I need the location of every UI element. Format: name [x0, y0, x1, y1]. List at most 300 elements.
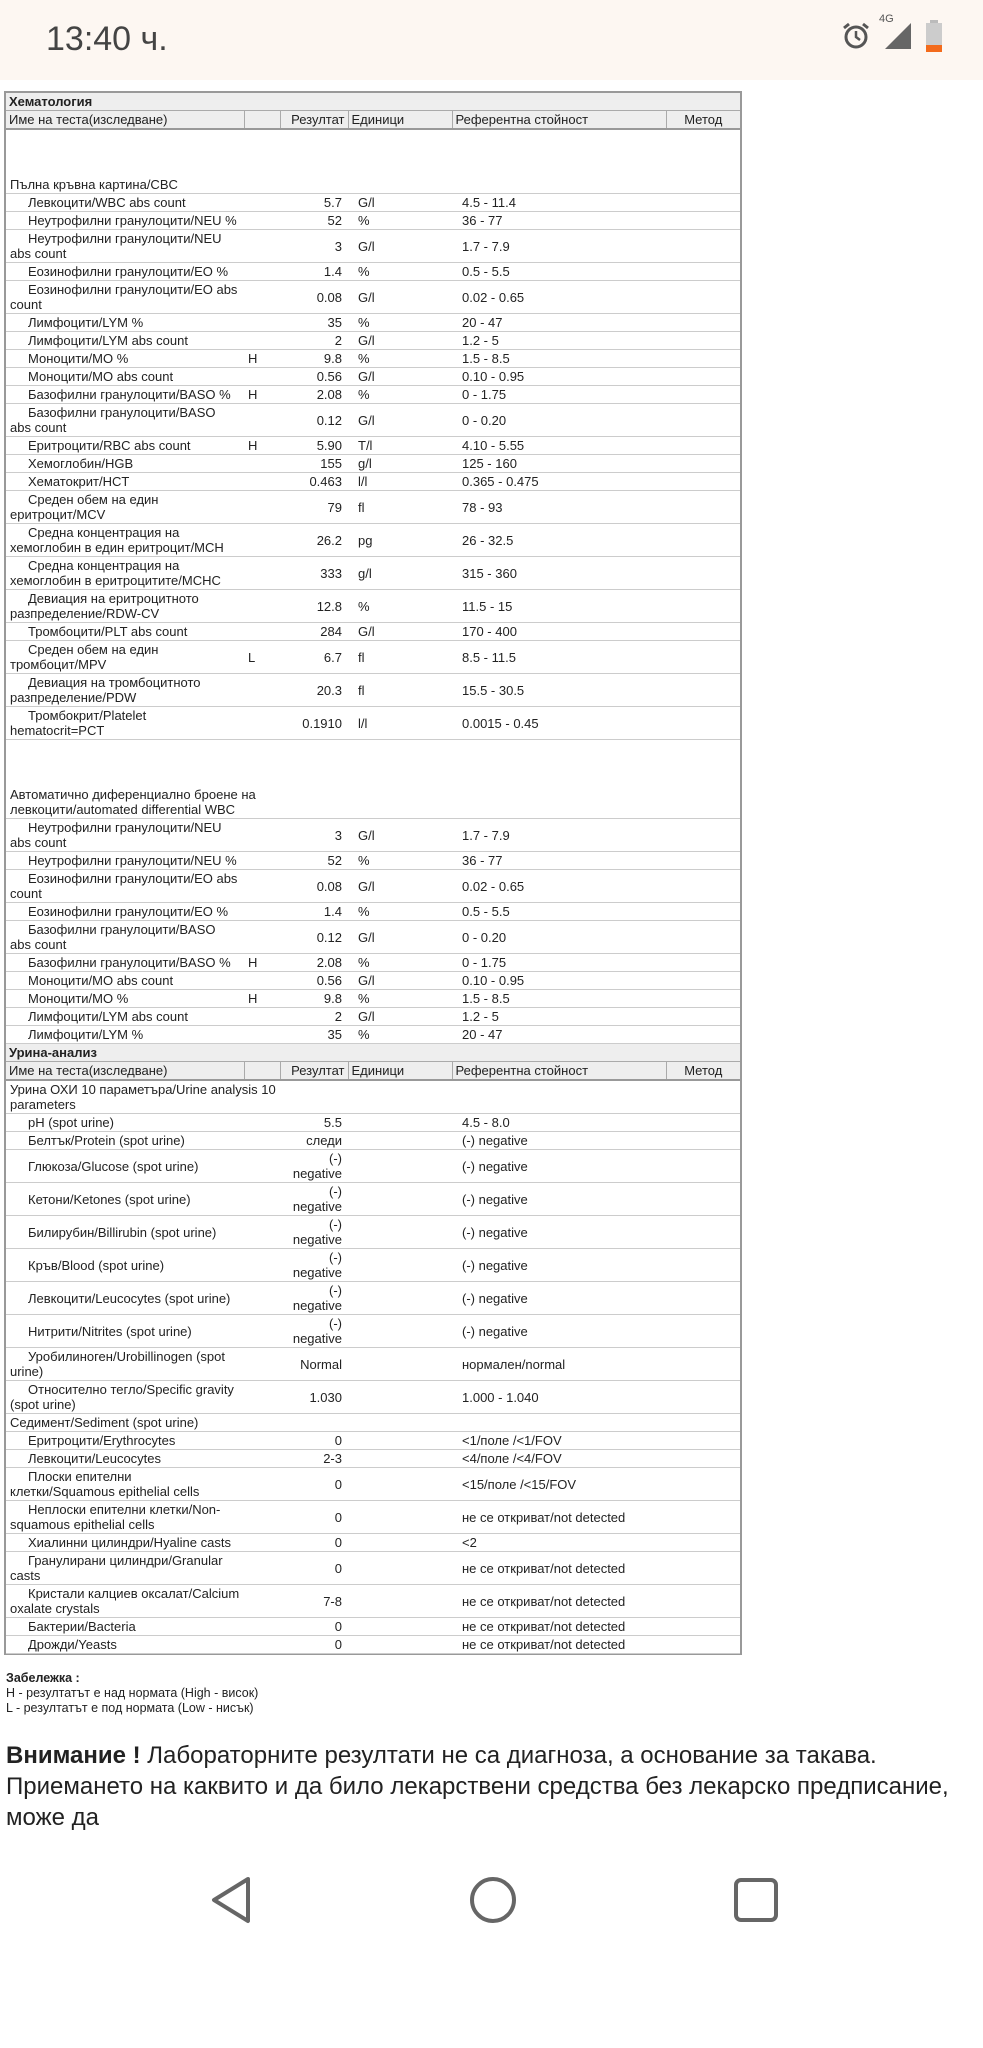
- reference-range: (-) negative: [452, 1183, 666, 1216]
- table-row: [6, 641, 740, 674]
- note-low: L - резултатът е под нормата (Low - нисък): [6, 1701, 254, 1715]
- test-name: Тромбоцити/PLT abs count: [6, 623, 244, 641]
- unit: [348, 1585, 452, 1618]
- result: 79: [280, 491, 348, 524]
- test-name: Базофилни гранулоцити/BASO abs count: [6, 404, 244, 437]
- table-row: [6, 473, 740, 491]
- unit: [348, 1501, 452, 1534]
- table-row: [6, 1150, 740, 1183]
- column-header-unit: Единици: [348, 111, 452, 130]
- spacer: [6, 740, 740, 787]
- table-row: [6, 1315, 740, 1348]
- empty-cell: [348, 786, 740, 819]
- result: 0: [280, 1636, 348, 1654]
- result: 0.12: [280, 404, 348, 437]
- table-row: [6, 1618, 740, 1636]
- table-row: [6, 1468, 740, 1501]
- flag: [244, 524, 280, 557]
- reference-range: 0.5 - 5.5: [452, 903, 666, 921]
- method: [666, 1008, 740, 1026]
- reference-range: 1.000 - 1.040: [452, 1381, 666, 1414]
- test-name: Левкоцити/WBC abs count: [6, 194, 244, 212]
- method: [666, 1282, 740, 1315]
- method: [666, 1132, 740, 1150]
- unit: [348, 1618, 452, 1636]
- table-row: [6, 386, 740, 404]
- result: (-) negative: [280, 1216, 348, 1249]
- test-name: Относително тегло/Specific gravity (spot urine): [6, 1381, 244, 1414]
- method: [666, 819, 740, 852]
- table-row: [6, 1132, 740, 1150]
- unit: [348, 1636, 452, 1654]
- table-row: [6, 491, 740, 524]
- table-row: [6, 1552, 740, 1585]
- test-name: Левкоцити/Leucocytes: [6, 1450, 244, 1468]
- table-row: [6, 1585, 740, 1618]
- flag: [244, 921, 280, 954]
- group-row: [6, 1080, 740, 1114]
- test-name: Хематокрит/HCT: [6, 473, 244, 491]
- flag: [244, 1381, 280, 1414]
- group-row: [6, 786, 740, 819]
- unit: %: [348, 314, 452, 332]
- group-name: Седимент/Sediment (spot urine): [6, 1414, 348, 1432]
- table-row: [6, 990, 740, 1008]
- reference-range: 1.7 - 7.9: [452, 819, 666, 852]
- result: 9.8: [280, 990, 348, 1008]
- method: [666, 350, 740, 368]
- test-name: Белтък/Protein (spot urine): [6, 1132, 244, 1150]
- table-row: [6, 870, 740, 903]
- reference-range: нормален/normal: [452, 1348, 666, 1381]
- test-name: Еритроцити/Erythrocytes: [6, 1432, 244, 1450]
- flag: [244, 1501, 280, 1534]
- flag: [244, 1432, 280, 1450]
- unit: G/l: [348, 281, 452, 314]
- empty-cell: [348, 1414, 740, 1432]
- unit: G/l: [348, 972, 452, 990]
- flag: [244, 1008, 280, 1026]
- table-row: [6, 212, 740, 230]
- table-row: [6, 1348, 740, 1381]
- result: 5.7: [280, 194, 348, 212]
- unit: l/l: [348, 473, 452, 491]
- method: [666, 281, 740, 314]
- result: (-) negative: [280, 1249, 348, 1282]
- unit: [348, 1150, 452, 1183]
- method: [666, 1216, 740, 1249]
- notes-title: Забележка :: [6, 1671, 80, 1685]
- test-name: Еозинофилни гранулоцити/EO abs count: [6, 870, 244, 903]
- method: [666, 1249, 740, 1282]
- flag: [244, 263, 280, 281]
- method: [666, 386, 740, 404]
- table-row: [6, 1432, 740, 1450]
- reference-range: не се откриват/not detected: [452, 1501, 666, 1534]
- result: 35: [280, 314, 348, 332]
- method: [666, 314, 740, 332]
- reference-range: 4.5 - 8.0: [452, 1114, 666, 1132]
- table-row: [6, 921, 740, 954]
- reference-range: <1/поле /<1/FOV: [452, 1432, 666, 1450]
- result: 2-3: [280, 1450, 348, 1468]
- column-header-unit: Единици: [348, 1062, 452, 1081]
- unit: G/l: [348, 623, 452, 641]
- unit: %: [348, 212, 452, 230]
- reference-range: не се откриват/not detected: [452, 1585, 666, 1618]
- method: [666, 473, 740, 491]
- method: [666, 1552, 740, 1585]
- reference-range: 0 - 1.75: [452, 386, 666, 404]
- test-name: Еритроцити/RBC abs count: [6, 437, 244, 455]
- test-name: Моноцити/MO abs count: [6, 368, 244, 386]
- table-row: [6, 437, 740, 455]
- test-name: Лимфоцити/LYM %: [6, 314, 244, 332]
- result: 0: [280, 1552, 348, 1585]
- result: 0.08: [280, 281, 348, 314]
- flag: [244, 1315, 280, 1348]
- flag: L: [244, 641, 280, 674]
- method: [666, 1468, 740, 1501]
- unit: [348, 1552, 452, 1585]
- method: [666, 1114, 740, 1132]
- reference-range: 0.0015 - 0.45: [452, 707, 666, 740]
- section-header: [6, 93, 740, 111]
- group-row: [6, 1414, 740, 1432]
- reference-range: 11.5 - 15: [452, 590, 666, 623]
- table-row: [6, 230, 740, 263]
- table-row: [6, 557, 740, 590]
- result: 0: [280, 1432, 348, 1450]
- result: 26.2: [280, 524, 348, 557]
- method: [666, 404, 740, 437]
- unit: [348, 1315, 452, 1348]
- table-row: [6, 903, 740, 921]
- flag: [244, 972, 280, 990]
- flag: [244, 1618, 280, 1636]
- test-name: Бактерии/Bacteria: [6, 1618, 244, 1636]
- flag: [244, 332, 280, 350]
- flag: H: [244, 954, 280, 972]
- method: [666, 212, 740, 230]
- table-row: [6, 954, 740, 972]
- result: 2.08: [280, 954, 348, 972]
- result: 12.8: [280, 590, 348, 623]
- unit: pg: [348, 524, 452, 557]
- method: [666, 707, 740, 740]
- unit: [348, 1348, 452, 1381]
- flag: [244, 819, 280, 852]
- result: следи: [280, 1132, 348, 1150]
- unit: %: [348, 350, 452, 368]
- home-icon[interactable]: [468, 1875, 518, 1930]
- unit: G/l: [348, 194, 452, 212]
- reference-range: 20 - 47: [452, 314, 666, 332]
- unit: [348, 1132, 452, 1150]
- table-row: [6, 524, 740, 557]
- flag: [244, 491, 280, 524]
- reference-range: 0 - 0.20: [452, 404, 666, 437]
- reference-range: 125 - 160: [452, 455, 666, 473]
- method: [666, 921, 740, 954]
- reference-range: (-) negative: [452, 1132, 666, 1150]
- back-icon[interactable]: [208, 1875, 254, 1930]
- reference-range: 20 - 47: [452, 1026, 666, 1044]
- test-name: Хемоглобин/HGB: [6, 455, 244, 473]
- test-name: Неутрофилни гранулоцити/NEU abs count: [6, 230, 244, 263]
- test-name: Базофилни гранулоцити/BASO %: [6, 386, 244, 404]
- unit: [348, 1468, 452, 1501]
- test-name: Девиация на еритроцитното разпределение/RDW-CV: [6, 590, 244, 623]
- status-bar: [0, 0, 983, 80]
- unit: fl: [348, 674, 452, 707]
- result: 1.030: [280, 1381, 348, 1414]
- reference-range: 1.2 - 5: [452, 1008, 666, 1026]
- method: [666, 1636, 740, 1654]
- flag: [244, 1636, 280, 1654]
- column-headers: [6, 1062, 740, 1081]
- reference-range: <15/поле /<15/FOV: [452, 1468, 666, 1501]
- column-headers: [6, 111, 740, 130]
- unit: g/l: [348, 455, 452, 473]
- unit: [348, 1114, 452, 1132]
- result: (-) negative: [280, 1315, 348, 1348]
- unit: %: [348, 263, 452, 281]
- alarm-icon: [841, 21, 871, 51]
- method: [666, 491, 740, 524]
- unit: G/l: [348, 332, 452, 350]
- method: [666, 230, 740, 263]
- table-row: [6, 707, 740, 740]
- flag: [244, 852, 280, 870]
- test-name: Неутрофилни гранулоцити/NEU abs count: [6, 819, 244, 852]
- result: Normal: [280, 1348, 348, 1381]
- navigation-bar: [0, 1853, 983, 1961]
- test-name: Моноцити/MO %: [6, 990, 244, 1008]
- table-row: [6, 1534, 740, 1552]
- network-type: 4G: [879, 13, 894, 25]
- test-name: Моноцити/MO %: [6, 350, 244, 368]
- test-name: Неплоски епителни клетки/Non-squamous epithelial cells: [6, 1501, 244, 1534]
- result: 0.463: [280, 473, 348, 491]
- reference-range: 36 - 77: [452, 212, 666, 230]
- table-row: [6, 852, 740, 870]
- unit: [348, 1183, 452, 1216]
- test-name: Еозинофилни гранулоцити/EO %: [6, 263, 244, 281]
- flag: [244, 368, 280, 386]
- table-row: [6, 1183, 740, 1216]
- notes: [6, 1671, 983, 1716]
- unit: G/l: [348, 870, 452, 903]
- section-title: Урина-анализ: [6, 1044, 740, 1062]
- table-row: [6, 281, 740, 314]
- unit: G/l: [348, 819, 452, 852]
- method: [666, 557, 740, 590]
- table-row: [6, 314, 740, 332]
- flag: [244, 1348, 280, 1381]
- unit: %: [348, 990, 452, 1008]
- flag: [244, 1450, 280, 1468]
- disclaimer-title: Внимание !: [6, 1742, 141, 1769]
- spacer-row: [6, 129, 740, 176]
- test-name: Нитрити/Nitrites (spot urine): [6, 1315, 244, 1348]
- unit: [348, 1249, 452, 1282]
- result: 7-8: [280, 1585, 348, 1618]
- result: 5.5: [280, 1114, 348, 1132]
- result: 0: [280, 1618, 348, 1636]
- table-row: [6, 455, 740, 473]
- result: 2: [280, 332, 348, 350]
- flag: [244, 870, 280, 903]
- unit: G/l: [348, 230, 452, 263]
- method: [666, 903, 740, 921]
- recents-icon[interactable]: [731, 1875, 781, 1930]
- result: 20.3: [280, 674, 348, 707]
- method: [666, 641, 740, 674]
- result: 2: [280, 1008, 348, 1026]
- reference-range: 315 - 360: [452, 557, 666, 590]
- method: [666, 437, 740, 455]
- reference-range: 1.5 - 8.5: [452, 350, 666, 368]
- table-row: [6, 368, 740, 386]
- method: [666, 1534, 740, 1552]
- result: (-) negative: [280, 1282, 348, 1315]
- group-name: Пълна кръвна картина/CBC: [6, 176, 348, 194]
- test-name: Кръв/Blood (spot urine): [6, 1249, 244, 1282]
- result: 5.90: [280, 437, 348, 455]
- reference-range: (-) negative: [452, 1150, 666, 1183]
- disclaimer-text: Лабораторните резултати не са диагноза, а основание за такава. Приемането на каквито и да било лекарствени средства без лекарско предписание, може да: [6, 1742, 949, 1831]
- table-row: [6, 263, 740, 281]
- method: [666, 332, 740, 350]
- test-name: Средна концентрация на хемоглобин в един еритроцит/MCH: [6, 524, 244, 557]
- flag: [244, 1534, 280, 1552]
- reference-range: 0.02 - 0.65: [452, 870, 666, 903]
- table-row: [6, 1501, 740, 1534]
- group-name: Урина ОХИ 10 параметъра/Urine analysis 10 parameters: [6, 1080, 348, 1114]
- reference-range: 26 - 32.5: [452, 524, 666, 557]
- flag: [244, 230, 280, 263]
- result: 35: [280, 1026, 348, 1044]
- method: [666, 674, 740, 707]
- table-row: [6, 1381, 740, 1414]
- flag: [244, 707, 280, 740]
- column-header-name: Име на теста(изследване): [6, 111, 244, 130]
- group-row: [6, 176, 740, 194]
- result: 6.7: [280, 641, 348, 674]
- unit: [348, 1282, 452, 1315]
- method: [666, 1026, 740, 1044]
- reference-range: (-) negative: [452, 1315, 666, 1348]
- flag: [244, 212, 280, 230]
- flag: [244, 1468, 280, 1501]
- clock: 13:40 ч.: [46, 20, 168, 58]
- test-name: Девиация на тромбоцитното разпределение/PDW: [6, 674, 244, 707]
- reference-range: 0.5 - 5.5: [452, 263, 666, 281]
- disclaimer: [6, 1740, 966, 1833]
- result: 1.4: [280, 263, 348, 281]
- flag: [244, 194, 280, 212]
- flag: [244, 903, 280, 921]
- table-row: [6, 350, 740, 368]
- unit: G/l: [348, 404, 452, 437]
- method: [666, 1348, 740, 1381]
- test-name: Дрожди/Yeasts: [6, 1636, 244, 1654]
- reference-range: не се откриват/not detected: [452, 1618, 666, 1636]
- result: 284: [280, 623, 348, 641]
- result: 0: [280, 1534, 348, 1552]
- unit: g/l: [348, 557, 452, 590]
- result: 0.08: [280, 870, 348, 903]
- column-header-method: Метод: [666, 111, 740, 130]
- table-row: [6, 404, 740, 437]
- flag: [244, 281, 280, 314]
- reference-range: 0.10 - 0.95: [452, 972, 666, 990]
- table-row: [6, 1216, 740, 1249]
- spacer: [6, 129, 740, 176]
- test-name: Левкоцити/Leucocytes (spot urine): [6, 1282, 244, 1315]
- method: [666, 194, 740, 212]
- method: [666, 1585, 740, 1618]
- flag: [244, 314, 280, 332]
- table-row: [6, 590, 740, 623]
- reference-range: 0.10 - 0.95: [452, 368, 666, 386]
- column-header-ref: Референтна стойност: [452, 1062, 666, 1081]
- reference-range: не се откриват/not detected: [452, 1552, 666, 1585]
- test-name: Билирубин/Billirubin (spot urine): [6, 1216, 244, 1249]
- table-row: [6, 1249, 740, 1282]
- test-name: Тромбокрит/Platelet hematocrit=PCT: [6, 707, 244, 740]
- flag: [244, 1026, 280, 1044]
- flag: [244, 404, 280, 437]
- flag: [244, 1249, 280, 1282]
- test-name: Лимфоцити/LYM abs count: [6, 332, 244, 350]
- unit: [348, 1450, 452, 1468]
- flag: [244, 1150, 280, 1183]
- method: [666, 623, 740, 641]
- result: 9.8: [280, 350, 348, 368]
- table-row: [6, 1282, 740, 1315]
- table-row: [6, 819, 740, 852]
- column-header-name: Име на теста(изследване): [6, 1062, 244, 1081]
- section-header: [6, 1044, 740, 1062]
- reference-range: 15.5 - 30.5: [452, 674, 666, 707]
- table-row: [6, 972, 740, 990]
- unit: G/l: [348, 368, 452, 386]
- method: [666, 954, 740, 972]
- test-name: Среден обем на един еритроцит/MCV: [6, 491, 244, 524]
- test-name: Среден обем на един тромбоцит/MPV: [6, 641, 244, 674]
- unit: l/l: [348, 707, 452, 740]
- test-name: Средна концентрация на хемоглобин в еритроцитите/MCHC: [6, 557, 244, 590]
- result: 0: [280, 1501, 348, 1534]
- group-name: Автоматично диференциално броене на левкоцити/automated differential WBC: [6, 786, 348, 819]
- test-name: Лимфоцити/LYM abs count: [6, 1008, 244, 1026]
- reference-range: 1.7 - 7.9: [452, 230, 666, 263]
- test-name: Глюкоза/Glucose (spot urine): [6, 1150, 244, 1183]
- method: [666, 1183, 740, 1216]
- test-name: Кетони/Ketones (spot urine): [6, 1183, 244, 1216]
- flag: [244, 1132, 280, 1150]
- empty-cell: [348, 176, 740, 194]
- table-row: [6, 1008, 740, 1026]
- table-row: [6, 1026, 740, 1044]
- reference-range: 0 - 1.75: [452, 954, 666, 972]
- table-row: [6, 1114, 740, 1132]
- test-name: Еозинофилни гранулоцити/EO abs count: [6, 281, 244, 314]
- method: [666, 870, 740, 903]
- unit: %: [348, 954, 452, 972]
